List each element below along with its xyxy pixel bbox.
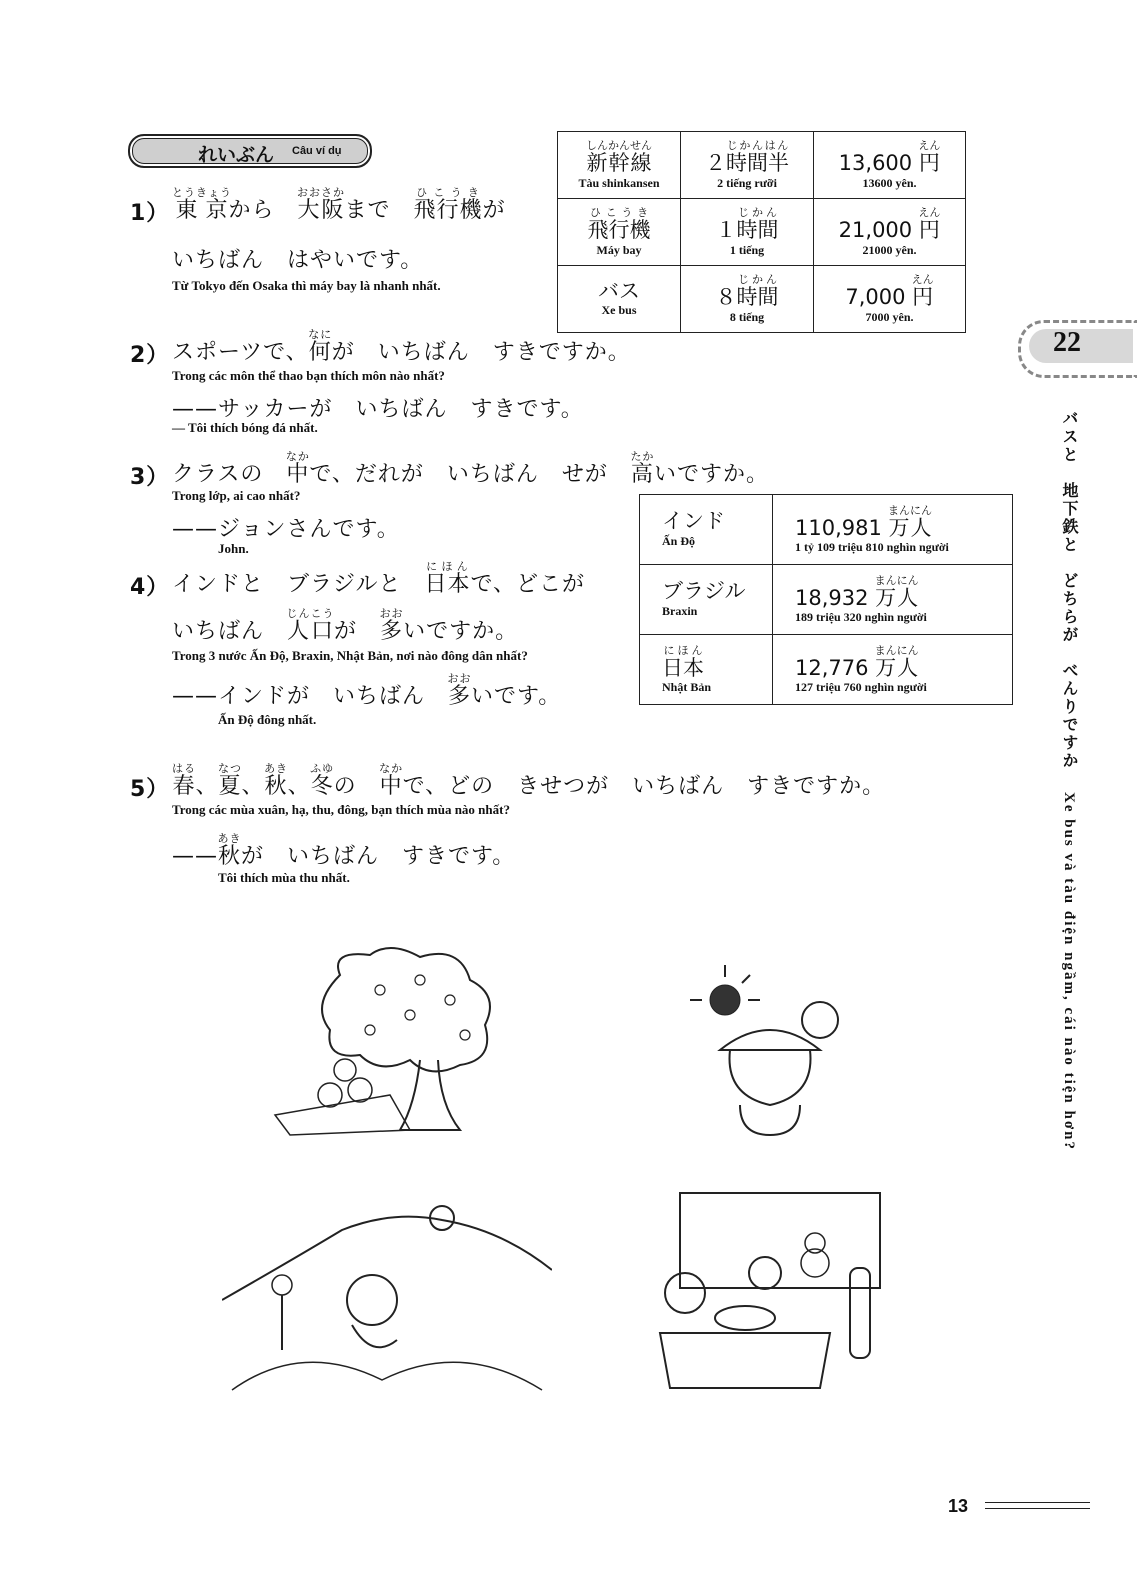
autumn-harvest-illustration — [222, 1190, 552, 1405]
population-row — [640, 635, 1013, 705]
example-jp-line: スポーツで、何なにが いちばん すきですか。 — [172, 328, 631, 365]
transport-price-vn: 13600 yên. — [862, 175, 917, 190]
population-value: 18,932 万人まんにん — [795, 573, 919, 610]
population-value-vn: 189 triệu 320 nghìn người — [795, 610, 927, 625]
winter-kotatsu-illustration — [640, 1188, 890, 1393]
population-country-vn: Braxin — [662, 603, 698, 618]
population-row — [640, 565, 1013, 635]
population-country-cell — [640, 635, 773, 705]
page-number: 13 — [948, 1496, 969, 1516]
example-answer-vn: Ấn Độ đông nhất. — [218, 712, 317, 727]
population-value: 12,776 万人まんにん — [795, 643, 919, 680]
example-header-vn: Câu ví dụ — [292, 145, 342, 157]
example-jp-line: インドと ブラジルと 日本にほんで、どこが — [172, 560, 586, 597]
population-value-vn: 1 tỷ 109 triệu 810 nghìn người — [795, 540, 949, 555]
transport-price: 7,000 円えん — [845, 273, 934, 310]
population-country-cell — [640, 495, 773, 565]
example-number: 5） — [130, 777, 170, 802]
footer-rule-1 — [985, 1502, 1090, 1503]
spring-picnic-illustration — [270, 945, 510, 1145]
transport-row — [558, 132, 966, 199]
population-table — [639, 494, 1013, 705]
transport-mode-cell — [558, 199, 681, 266]
population-country-vn: Ấn Độ — [662, 533, 696, 548]
transport-mode-vn: Tàu shinkansen — [578, 175, 660, 190]
example-vn-translation: Trong các môn thể thao bạn thích môn nào nhất? — [172, 368, 445, 383]
example-answer: ——秋あきが いちばん すきです。 — [172, 832, 516, 869]
transport-mode: 飛行機ひこうき — [587, 206, 651, 243]
example-header — [128, 134, 372, 168]
transport-time-cell — [681, 132, 814, 199]
transport-row — [558, 199, 966, 266]
transport-time: ８時間じかん — [715, 273, 779, 310]
example-vn-translation: Trong lớp, ai cao nhất? — [172, 488, 301, 503]
population-row — [640, 495, 1013, 565]
population-country: ブラジル — [662, 579, 746, 604]
population-value-vn: 127 triệu 760 nghìn người — [795, 680, 927, 695]
example-vn-translation: Từ Tokyo đến Osaka thì máy bay là nhanh nhất. — [172, 278, 441, 293]
example-answer-vn: Tôi thích mùa thu nhất. — [218, 870, 350, 885]
population-country-vn: Nhật Bản — [662, 680, 712, 695]
example-vn-translation: Trong các mùa xuân, hạ, thu, đông, bạn thích mùa nào nhất? — [172, 802, 510, 817]
transport-mode-cell — [558, 266, 681, 333]
example-number: 4） — [130, 575, 170, 600]
population-value-cell — [773, 565, 1013, 635]
example-header-jp: れいぶん — [198, 144, 275, 166]
example-answer-vn: — Tôi thích bóng đá nhất. — [172, 420, 318, 435]
example-jp-line-2: いちばん はやいです。 — [172, 248, 424, 273]
population-value-cell — [773, 635, 1013, 705]
example-answer: ——サッカーが いちばん すきです。 — [172, 397, 584, 422]
population-country: 日本にほん — [662, 643, 704, 680]
transport-mode-cell — [558, 132, 681, 199]
population-value: 110,981 万人まんにん — [795, 503, 933, 540]
transport-price-cell — [814, 266, 966, 333]
side-title-jp: バスと 地下鉄と どちらが べんりですか — [1060, 410, 1079, 770]
example-jp-line: 春はる、夏なつ、秋あき、冬ふゆの 中なかで、どの きせつが いちばん すきですか。 — [172, 762, 886, 799]
transport-price-cell — [814, 199, 966, 266]
example-answer: ——ジョンさんです。 — [172, 517, 400, 542]
transport-mode-vn: Máy bay — [596, 242, 642, 257]
transport-row — [558, 266, 966, 333]
transport-table — [557, 131, 966, 333]
transport-time: ２時間半じかんはん — [705, 139, 789, 176]
transport-time-vn: 1 tiếng — [729, 242, 765, 257]
example-answer-vn: John. — [218, 541, 249, 556]
footer-rule-2 — [985, 1508, 1090, 1509]
example-jp-line: 東京とうきょうから 大阪おおさかまで 飛行機ひこうきが — [172, 186, 506, 223]
example-jp-line-2: いちばん 人口じんこうが 多おおいですか。 — [172, 607, 519, 644]
population-country: インド — [662, 509, 725, 534]
population-country-cell — [640, 565, 773, 635]
transport-price: 21,000 円えん — [838, 206, 941, 243]
transport-time: １時間じかん — [715, 206, 779, 243]
example-jp-line: クラスの 中なかで、だれが いちばん せが 高たかいですか。 — [172, 450, 769, 487]
transport-mode-vn: Xe bus — [601, 303, 637, 318]
transport-time-vn: 2 tiếng rưỡi — [717, 175, 777, 190]
transport-mode: バス — [598, 278, 640, 303]
example-answer: ——インドが いちばん 多おおいです。 — [172, 672, 562, 709]
lesson-badge — [1018, 320, 1137, 378]
population-value-cell — [773, 495, 1013, 565]
example-number: 1） — [130, 201, 170, 226]
summer-heat-illustration — [680, 955, 855, 1140]
transport-time-cell — [681, 266, 814, 333]
side-title — [1058, 410, 1081, 1151]
example-number: 2） — [130, 343, 170, 368]
lesson-number: 22 — [1053, 327, 1081, 358]
side-title-vn: Xe bus và tàu điện ngầm, cái nào tiện hơn? — [1061, 791, 1077, 1151]
transport-price: 13,600 円えん — [838, 139, 941, 176]
transport-price-vn: 21000 yên. — [862, 242, 917, 257]
example-vn-translation: Trong 3 nước Ấn Độ, Braxin, Nhật Bản, nơi nào đông dân nhất? — [172, 648, 528, 663]
example-number: 3） — [130, 465, 170, 490]
transport-time-vn: 8 tiếng — [729, 309, 765, 324]
transport-time-cell — [681, 199, 814, 266]
transport-mode: 新幹線しんかんせん — [586, 139, 652, 176]
transport-price-cell — [814, 132, 966, 199]
transport-price-vn: 7000 yên. — [865, 309, 914, 324]
